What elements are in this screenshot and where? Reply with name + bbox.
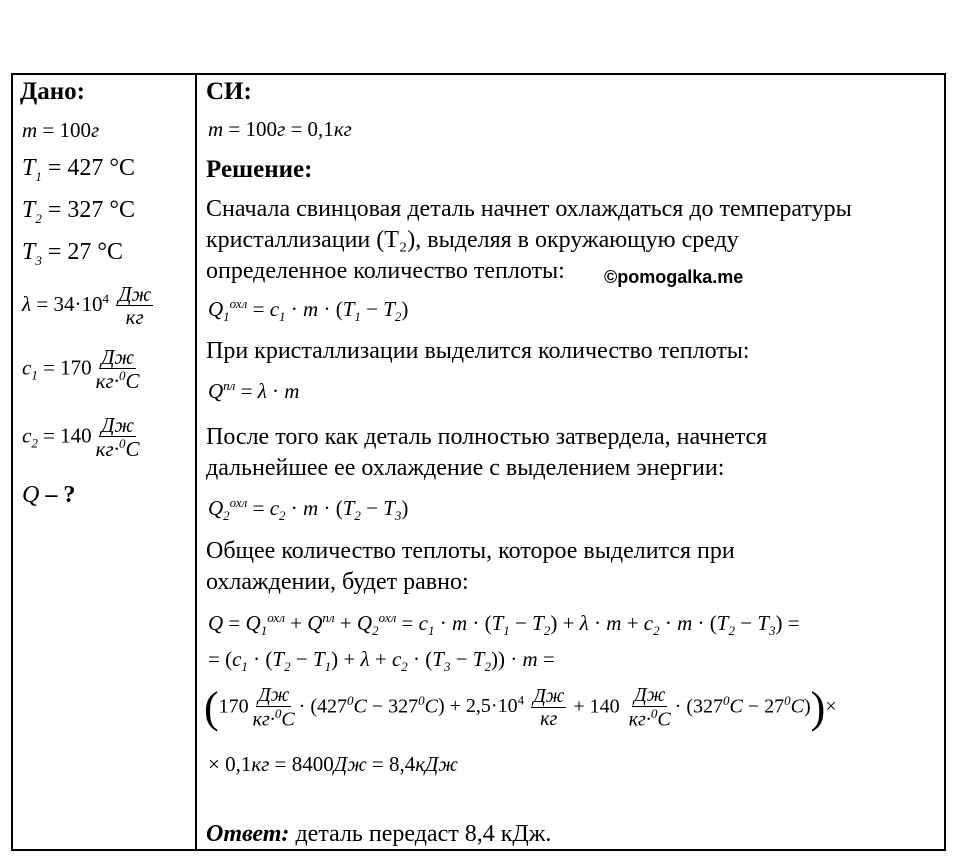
formula-q2: $Q_2^{охл} = c_2 \cdot m \cdot (T_2 - T_3)$ — [208, 495, 409, 524]
solution-p1-line1: Сначала свинцовая деталь начнет охлаждаться до температуры — [206, 196, 852, 222]
formula-q1: $Q_1^{охл} = c_1 \cdot m \cdot (T_1 - T_2)$ — [208, 296, 409, 325]
given-header: Дано: — [20, 78, 85, 105]
formula-qpl: $Q^{пл} = \lambda \cdot m$ — [208, 378, 300, 403]
given-t3: $T_3 = 27$ °С — [22, 239, 123, 268]
watermark: ©pomogalka.me — [604, 267, 744, 287]
solution-p1-line3: определенное количество теплоты: — [206, 258, 565, 284]
answer-line — [206, 821, 551, 848]
si-conversion: m = 100г = 0,1кг — [208, 117, 352, 141]
given-unknown: Q – ? — [22, 482, 76, 508]
solution-p1-line2: кристаллизации (Т₂), выделяя в окружающую среду — [206, 227, 739, 253]
answer-label: Ответ: — [206, 821, 290, 847]
column-divider — [195, 73, 197, 851]
given-mass: m = 100г — [22, 118, 100, 142]
si-header: СИ: — [206, 78, 252, 105]
answer-text: деталь передаст 8,4 кДж. — [289, 821, 552, 847]
solution-p3-line2: дальнейшее ее охлаждение с выделением энергии: — [206, 455, 725, 481]
given-t2: $T_2 = 327$ °С — [22, 197, 135, 226]
solution-p2: При кристаллизации выделится количество теплоты: — [206, 338, 750, 364]
solution-p3-line1: После того как деталь полностью затвердела, начнется — [206, 424, 768, 450]
given-c1: $c_1 = 170$ $\frac{Дж}{кг\cdot^0С}$ — [22, 345, 140, 394]
given-t1: $T_1 = 427$ °С — [22, 155, 135, 184]
given-c2: $c_2 = 140$ $\frac{Дж}{кг\cdot^0С}$ — [22, 413, 140, 462]
formula-numeric: (170 $\frac{Дж}{кг\cdot^0С}$ · $(427^0С - 327^0С) + 2,5\cdot 10^4$ $\frac{Дж}{кг}$ + 140 $\frac{Дж}{кг\cdot^0С}$ · $(327^0С - 27^0С))\times$ — [204, 682, 837, 732]
solution-header: Решение: — [206, 156, 313, 183]
solution-p4-line2: охлаждении, будет равно: — [206, 569, 469, 595]
formula-result: × 0,1кг = 8400Дж = 8,4кДж — [208, 752, 458, 776]
formula-grouped: = $(c_1 \cdot (T_2 - T_1) + \lambda + c_2 \cdot (T_3 - T_2)) \cdot m$ = — [208, 647, 555, 675]
formula-total: $Q = Q_1^{охл} + Q^{пл} + Q_2^{охл} = c_1 \cdot m \cdot (T_1 - T_2) + \lambda \cdot m + c_2 \cdot m \cdot (T_2 - T_3)$ = — [208, 610, 800, 639]
solution-p4-line1: Общее количество теплоты, которое выделится при — [206, 538, 735, 564]
given-lambda: $\lambda = 34\cdot 10^4$ $\frac{Дж}{кг}$ — [22, 282, 152, 330]
